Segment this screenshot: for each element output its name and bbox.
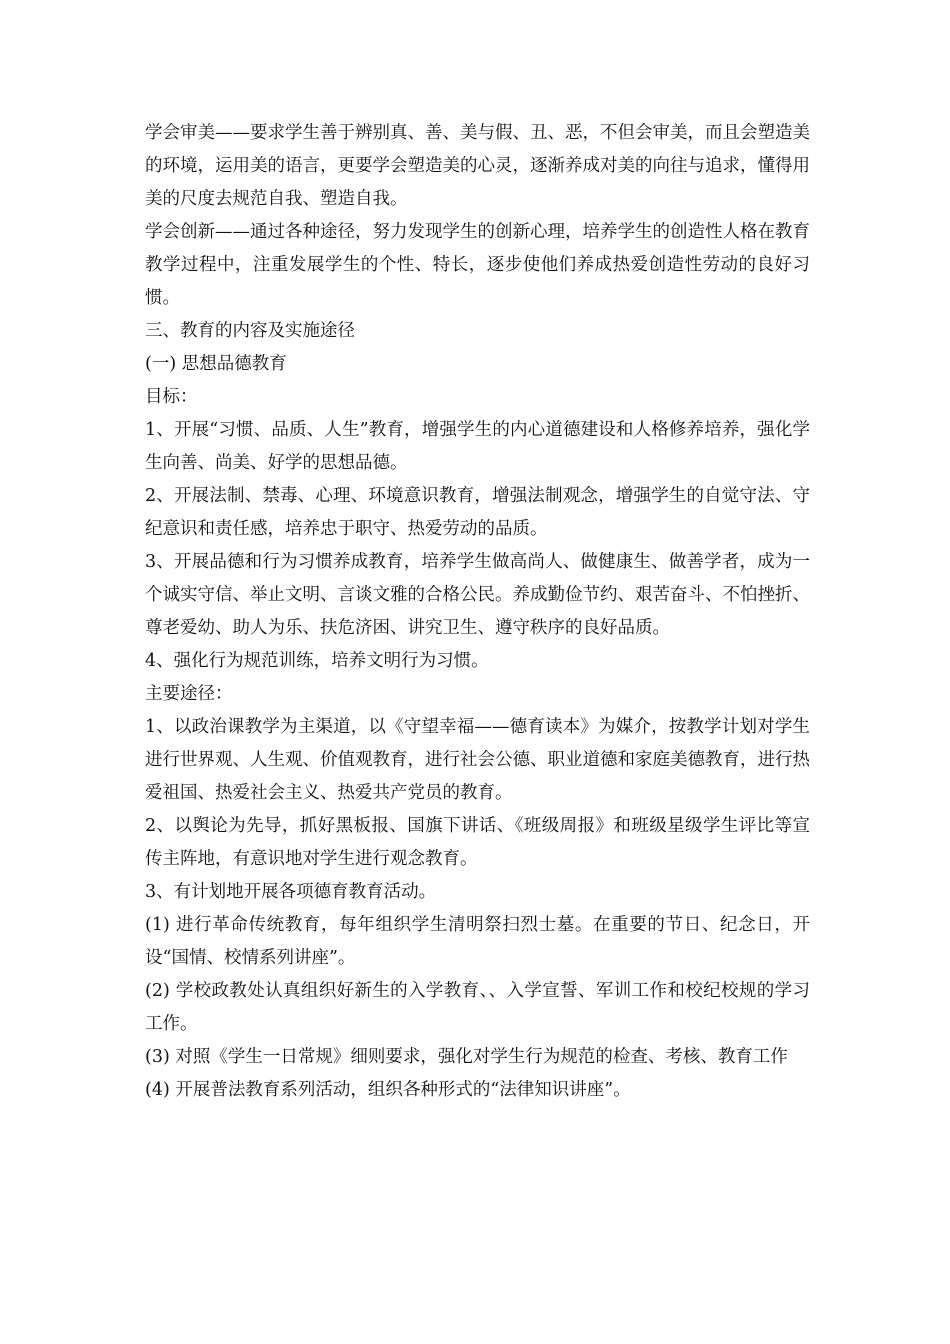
paragraph-innovation: 学会创新——通过各种途径，努力发现学生的创新心理，培养学生的创造性人格在教育教学过程中，注重发展学生的个性、特长，逐步使他们养成热爱创造性劳动的良好习惯。 (145, 222, 810, 308)
activity-item-3: (3) 对照《学生一日常规》细则要求，强化对学生行为规范的检查、考核、教育工作 (145, 1047, 788, 1067)
approach-item-3: 3、有计划地开展各项德育教育活动。 (145, 882, 437, 902)
label-main-approaches: 主要途径： (145, 684, 233, 704)
activity-item-2: (2) 学校政教处认真组织好新生的入学教育、、入学宣誓、军训工作和校纪校规的学习工作。 (145, 981, 810, 1034)
subsection-heading-moral: (一) 思想品德教育 (145, 354, 287, 374)
document-body (145, 117, 810, 1107)
approach-item-2: 2、以舆论为先导，抓好黑板报、国旗下讲话、《班级周报》和班级星级学生评比等宣传主阵地，有意识地对学生进行观念教育。 (145, 816, 810, 869)
section-heading-content: 三、教育的内容及实施途径 (145, 321, 355, 341)
activity-item-1: (1) 进行革命传统教育，每年组织学生清明祭扫烈士墓。在重要的节日、纪念日，开设“国情、校情系列讲座”。 (145, 915, 810, 968)
label-goals: 目标： (145, 387, 198, 407)
goal-item-2: 2、开展法制、禁毒、心理、环境意识教育，增强法制观念，增强学生的自觉守法、守纪意识和责任感，培养忠于职守、热爱劳动的品质。 (145, 486, 810, 539)
goal-item-1: 1、开展“习惯、品质、人生”教育，增强学生的内心道德建设和人格修养培养，强化学生向善、尚美、好学的思想品德。 (145, 420, 810, 473)
approach-item-1: 1、以政治课教学为主渠道，以《守望幸福——德育读本》为媒介，按教学计划对学生进行世界观、人生观、价值观教育，进行社会公德、职业道德和家庭美德教育，进行热爱祖国、热爱社会主义、热爱共产党员的教育。 (145, 717, 810, 803)
goal-item-3: 3、开展品德和行为习惯养成教育，培养学生做高尚人、做健康生、做善学者，成为一个诚实守信、举止文明、言谈文雅的合格公民。养成勤俭节约、艰苦奋斗、不怕挫折、尊老爱幼、助人为乐、扶危济困、讲究卫生、遵守秩序的良好品质。 (145, 552, 810, 638)
goal-item-4: 4、强化行为规范训练，培养文明行为习惯。 (145, 651, 489, 671)
activity-item-4: (4) 开展普法教育系列活动，组织各种形式的“法律知识讲座”。 (145, 1080, 631, 1100)
paragraph-aesthetics: 学会审美——要求学生善于辨别真、善、美与假、丑、恶，不但会审美，而且会塑造美的环境，运用美的语言，更要学会塑造美的心灵，逐渐养成对美的向往与追求，懂得用美的尺度去规范自我、塑造自我。 (145, 123, 810, 209)
